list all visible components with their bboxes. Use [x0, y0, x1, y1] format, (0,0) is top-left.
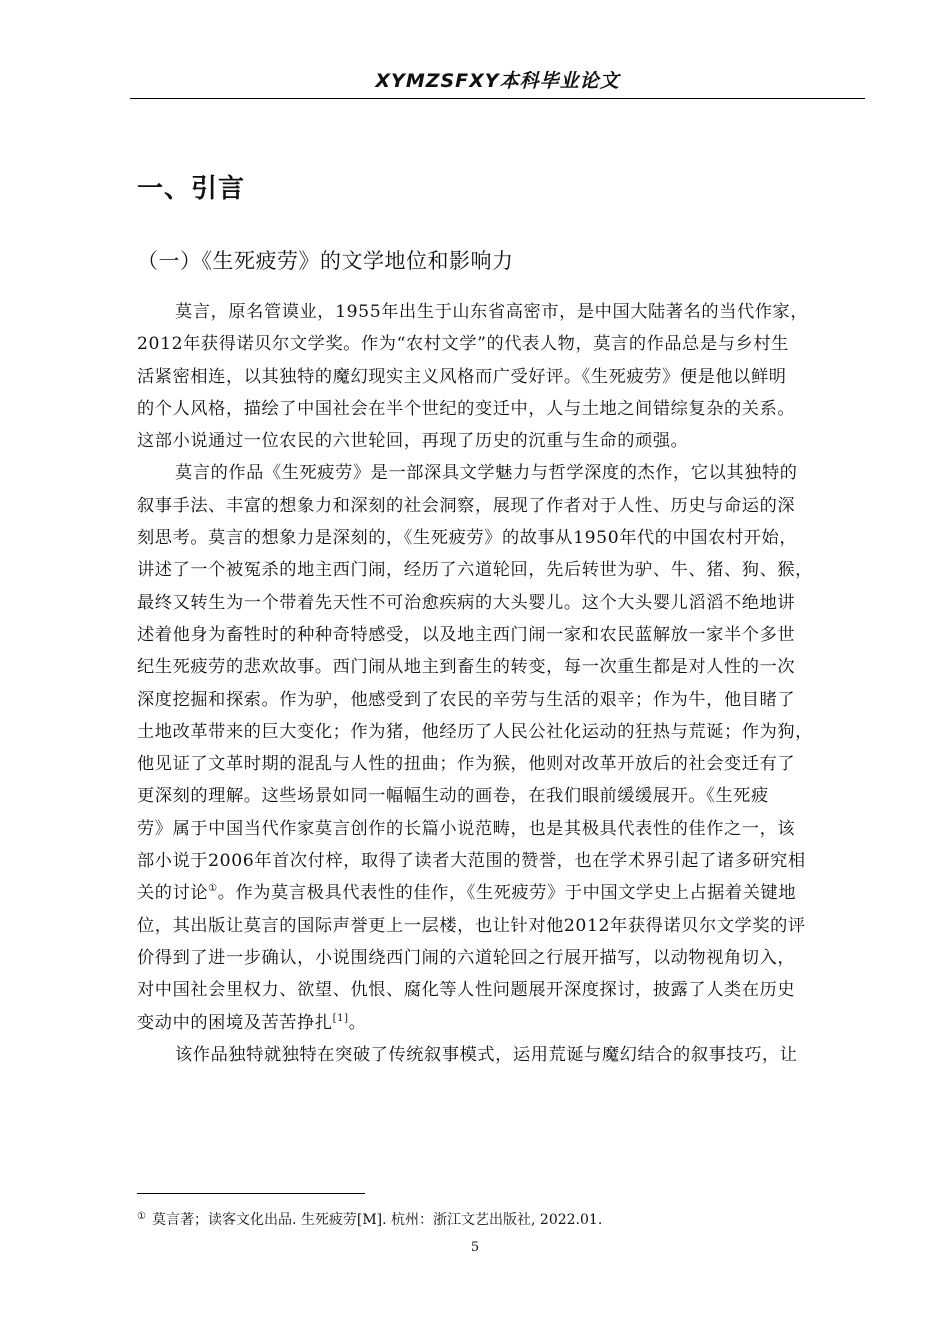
section-title: （一）《生死疲劳》的文学地位和影响力	[137, 249, 514, 273]
paragraph-line: 该作品独特就独特在突破了传统叙事模式，运用荒诞与魔幻结合的叙事技巧，让	[175, 1044, 798, 1065]
body-text	[137, 296, 859, 1071]
line-text: 变动中的困境及苦苦挣扎	[137, 1012, 333, 1033]
footnote-mark: ①	[137, 1211, 146, 1222]
paragraph-line: 深度挖掘和探索。作为驴，他感受到了农民的辛劳与生活的艰辛；作为牛，他目睹了	[137, 689, 796, 710]
paragraph-line: 纪生死疲劳的悲欢故事。西门闹从地主到畜生的转变，每一次重生都是对人性的一次	[137, 657, 796, 678]
paragraph-line: 的个人风格，描绘了中国社会在半个世纪的变迁中，人与土地之间错综复杂的关系。	[137, 398, 796, 419]
paragraph-line: 劳》属于中国当代作家莫言创作的长篇小说范畴，也是其极具代表性的佳作之一，该	[137, 818, 796, 839]
paragraph-line: 刻思考。莫言的想象力是深刻的，《生死疲劳》的故事从1950年代的中国农村开始，	[137, 528, 798, 549]
paragraph-line: 活紧密相连，以其独特的魔幻现实主义风格而广受好评。《生死疲劳》便是他以鲜明	[137, 366, 787, 387]
footnote	[137, 1209, 602, 1229]
running-header: XYMZSFXY本科毕业论文	[375, 70, 620, 92]
line-text: 。作为莫言极具代表性的佳作，《生死疲劳》于中国文学史上占据着关键地	[217, 883, 797, 904]
line-text: 关的讨论	[137, 883, 209, 904]
chapter-title: 一、引言	[137, 174, 246, 204]
paragraph-line: 莫言，原名管谟业，1955年出生于山东省高密市，是中国大陆著名的当代作家，	[175, 302, 809, 322]
paragraph-line: 讲述了一个被冤杀的地主西门闹，经历了六道轮回，先后转世为驴、牛、猪、狗、猴，	[137, 560, 813, 581]
paragraph-line: 对中国社会里权力、欲望、仇恨、腐化等人性问题展开深度探讨，披露了人类在历史	[137, 980, 796, 1001]
paragraph-line: 价得到了进一步确认，小说围绕西门闹的六道轮回之行展开描写，以动物视角切入，	[137, 947, 796, 968]
paragraph-line	[137, 877, 859, 909]
paragraph-line: 述着他身为畜牲时的种种奇特感受，以及地主西门闹一家和农民蓝解放一家半个多世	[137, 624, 796, 645]
paragraph-line: 部小说于2006年首次付梓，取得了读者大范围的赞誉，也在学术界引起了诸多研究相	[137, 851, 806, 872]
paragraph-line: 更深刻的理解。这些场景如同一幅幅生动的画卷，在我们眼前缓缓展开。《生死疲	[137, 786, 769, 807]
page-number: 5	[470, 1240, 480, 1255]
footnote-ref[interactable]: ①	[208, 883, 218, 895]
paragraph-line: 土地改革带来的巨大变化；作为猪，他经历了人民公社化运动的狂热与荒诞；作为狗，	[137, 721, 813, 742]
footnote-rule	[137, 1193, 365, 1194]
paragraph-line: 叙事手法、丰富的想象力和深刻的社会洞察，展现了作者对于人性、历史与命运的深	[137, 495, 796, 516]
line-text: 。	[348, 1012, 367, 1033]
paragraph-line	[137, 1007, 859, 1039]
paragraph-line: 最终又转生为一个带着先天性不可治愈疾病的大头婴儿。这个大头婴儿滔滔不绝地讲	[137, 592, 796, 613]
paragraph-line: 他见证了文革时期的混乱与人性的扭曲；作为猴，他则对改革开放后的社会变迁有了	[137, 754, 796, 775]
footnote-text: 莫言著；读客文化出品. 生死疲劳[M]. 杭州：浙江文艺出版社, 2022.01.	[151, 1212, 603, 1228]
header-rule	[130, 98, 865, 99]
paragraph-line: 这部小说通过一位农民的六世轮回，再现了历史的沉重与生命的顽强。	[137, 431, 689, 452]
citation-ref[interactable]: [1]	[332, 1012, 349, 1024]
paragraph-line: 莫言的作品《生死疲劳》是一部深具文学魅力与哲学深度的杰作，它以其独特的	[175, 463, 798, 484]
paragraph-line: 2012年获得诺贝尔文学奖。作为“农村文学”的代表人物，莫言的作品总是与乡村生	[137, 334, 789, 355]
paragraph-line: 位，其出版让莫言的国际声誉更上一层楼，也让针对他2012年获得诺贝尔文学奖的评	[137, 915, 806, 936]
